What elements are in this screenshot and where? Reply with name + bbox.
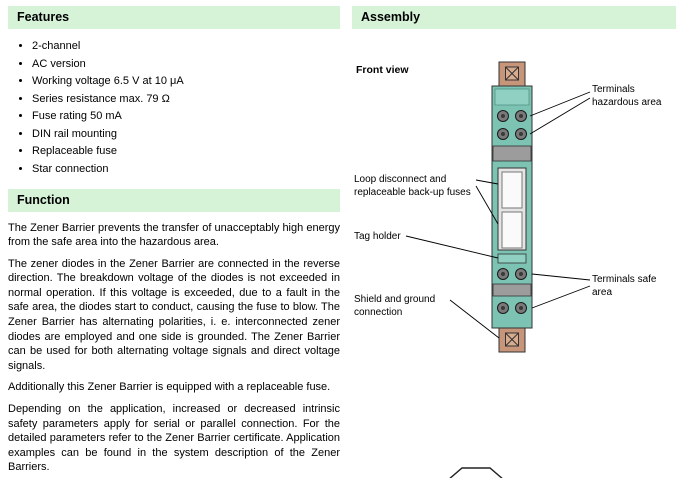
feature-item: • AC version <box>32 58 340 71</box>
features-title: Features <box>17 10 70 24</box>
assembly-title: Assembly <box>361 10 421 24</box>
upper-gray-band <box>493 146 531 161</box>
feature-item: • Star connection <box>32 163 340 176</box>
bottom-screw-block <box>499 328 525 352</box>
lower-gray-band <box>493 284 531 296</box>
feature-item: • Series resistance max. 79 Ω <box>32 93 340 106</box>
fuse-window-lower <box>502 212 522 248</box>
function-title: Function <box>17 192 70 207</box>
feature-item: • 2-channel <box>32 40 340 53</box>
leader-safe-2 <box>532 286 590 308</box>
callout-tag-holder: Tag holder <box>354 231 401 242</box>
left-column <box>8 6 340 482</box>
right-column <box>352 6 676 478</box>
features-header <box>8 6 340 29</box>
function-paragraph: The zener diodes in the Zener Barrier are connected in the reverse direction. The breakdown voltage of the diodes is not exceeded in normal operation. If this voltage is exceeded, due to a fault in the safe area, the diodes start to conduct, causing the fuse to blow. The Zener Barrier has alternating polarities, i. e. interconnected zener diodes are employed and one side is grounded. The Zener Barrier can be used for both alternating voltage signals and direct voltage signals. <box>8 257 340 372</box>
assembly-header <box>352 6 676 29</box>
leader-hazardous-1 <box>530 92 590 116</box>
function-paragraph: The Zener Barrier prevents the transfer of unacceptably high energy from the safe area into the hazardous area. <box>8 221 340 249</box>
fuse-window-upper <box>502 172 522 208</box>
callout-loop-disconnect: Loop disconnect and replaceable back-up fuses <box>354 174 471 198</box>
features-list <box>12 40 340 176</box>
tag-holder <box>498 254 526 263</box>
feature-item: • DIN rail mounting <box>32 128 340 141</box>
fuse-holder <box>498 168 526 250</box>
top-screw-block <box>499 62 525 86</box>
partial-figure-outline <box>448 468 504 478</box>
leader-safe-1 <box>532 274 590 280</box>
front-view-label: Front view <box>356 64 409 76</box>
leader-hazardous-2 <box>530 98 590 134</box>
feature-item: • Replaceable fuse <box>32 145 340 158</box>
callout-shield-ground: Shield and ground connection <box>354 294 436 318</box>
feature-item: • Working voltage 6.5 V at 10 μA <box>32 75 340 88</box>
callout-terminals-hazardous: Terminals hazardous area <box>592 84 662 108</box>
function-header <box>8 189 340 212</box>
feature-item: • Fuse rating 50 mA <box>32 110 340 123</box>
function-text <box>8 221 340 476</box>
function-paragraph: Additionally this Zener Barrier is equipped with a replaceable fuse. <box>8 381 331 394</box>
callout-terminals-safe: Terminals safe area <box>592 274 657 298</box>
function-paragraph: Depending on the application, increased or decreased intrinsic safety parameters apply for serial or parallel connection. For the detailed parameters refer to the Zener Barrier certificate. Application examples can be found in the system description of the Zener Barriers. <box>8 403 340 474</box>
